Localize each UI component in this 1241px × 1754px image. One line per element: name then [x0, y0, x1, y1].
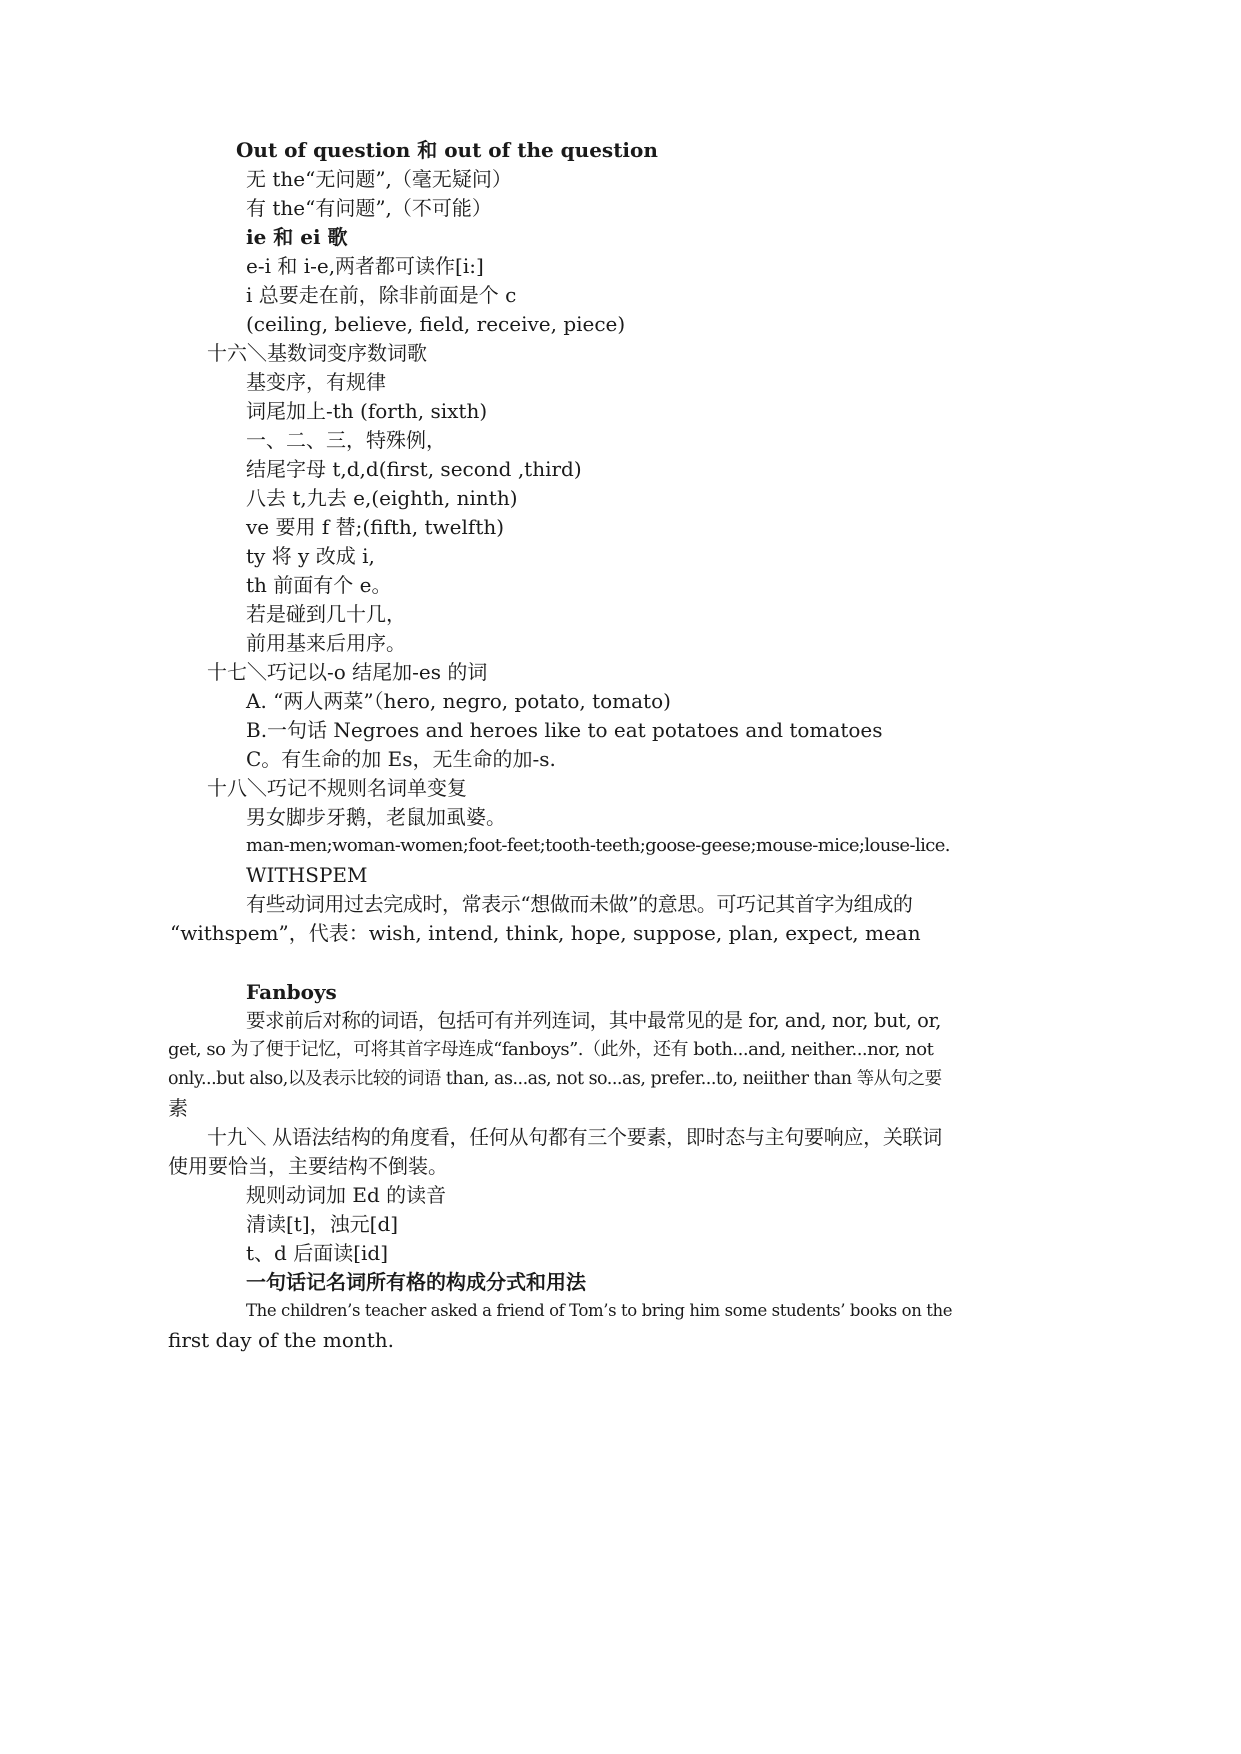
text-line: 有些动词用过去完成时，常表示“想做而未做”的意思。可巧记其首字为组成的 [246, 892, 913, 916]
text-line: 若是碰到几十几， [246, 602, 406, 626]
text-line: “withspem”，代表：wish, intend, think, hope, suppose, plan, expect, mean [170, 921, 921, 945]
text-line: 词尾加上-th (forth, sixth) [246, 399, 488, 423]
text-line: man-men;woman-women;foot-feet;tooth-teeth;goose-geese;mouse-mice;louse-lice. [246, 835, 950, 856]
text-line: (ceiling, believe, field, receive, piece) [246, 312, 626, 336]
text-line: 基变序，有规律 [246, 370, 386, 394]
text-line: ty 将 y 改成 i, [246, 544, 375, 568]
text-line: th 前面有个 e。 [246, 573, 392, 597]
text-line: e-i 和 i-e,两者都可读作[i:] [246, 254, 484, 278]
text-line: 结尾字母 t,d,d(first, second ,third) [246, 457, 582, 481]
section-heading-19: 十九＼ 从语法结构的角度看，任何从句都有三个要素，即时态与主句要响应，关联词 [207, 1125, 942, 1149]
heading-possessive: 一句话记名词所有格的构成分式和用法 [246, 1270, 586, 1294]
text-line: A. “两人两菜”（hero, negro, potato, tomato) [246, 689, 671, 713]
text-line: i 总要走在前，除非前面是个 c [246, 283, 517, 307]
text-line: 规则动词加 Ed 的读音 [246, 1183, 447, 1207]
text-line: 无 the“无问题”,（毫无疑问） [246, 167, 512, 191]
text-line: The children’s teacher asked a friend of Tom’s to bring him some students’ books on the [246, 1301, 953, 1320]
section-heading-17: 十七＼巧记以-o 结尾加-es 的词 [207, 660, 488, 684]
text-line: 素 [168, 1096, 188, 1120]
text-line: first day of the month. [168, 1328, 395, 1352]
text-line: 八去 t,九去 e,(eighth, ninth) [246, 486, 518, 510]
section-heading-16: 十六＼基数词变序数词歌 [207, 341, 427, 365]
heading-fanboys: Fanboys [246, 980, 337, 1004]
text-line: t、d 后面读[id] [246, 1241, 389, 1265]
text-line: WITHSPEM [246, 863, 368, 887]
heading-out-of-question: Out of question 和 out of the question [236, 138, 658, 162]
heading-ie-ei: ie 和 ei 歌 [246, 225, 348, 249]
text-line: 有 the“有问题”,（不可能） [246, 196, 492, 220]
text-line: 前用基来后用序。 [246, 631, 406, 655]
text-line: 使用要恰当，主要结构不倒装。 [168, 1154, 448, 1178]
text-line: ve 要用 f 替;(fifth, twelfth) [246, 515, 505, 539]
text-line: 要求前后对称的词语，包括可有并列连词，其中最常见的是 for, and, nor, but, or, [246, 1009, 942, 1032]
text-line: B.一句话 Negroes and heroes like to eat potatoes and tomatoes [246, 718, 883, 742]
text-line: 一、二、三，特殊例， [246, 428, 446, 452]
text-line: 男女脚步牙鹅，老鼠加虱婆。 [246, 805, 506, 829]
text-line: get, so 为了便于记忆，可将其首字母连成“fanboys”.（此外，还有 both...and, neither...nor, not [168, 1039, 934, 1060]
text-line: C。有生命的加 Es，无生命的加-s. [246, 747, 556, 771]
section-heading-18: 十八＼巧记不规则名词单变复 [207, 776, 467, 800]
text-line: 清读[t]，浊元[d] [246, 1212, 399, 1236]
text-line: only...but also,以及表示比较的词语 than, as...as, not so...as, prefer...to, neiither than 等从句之要 [168, 1069, 942, 1089]
